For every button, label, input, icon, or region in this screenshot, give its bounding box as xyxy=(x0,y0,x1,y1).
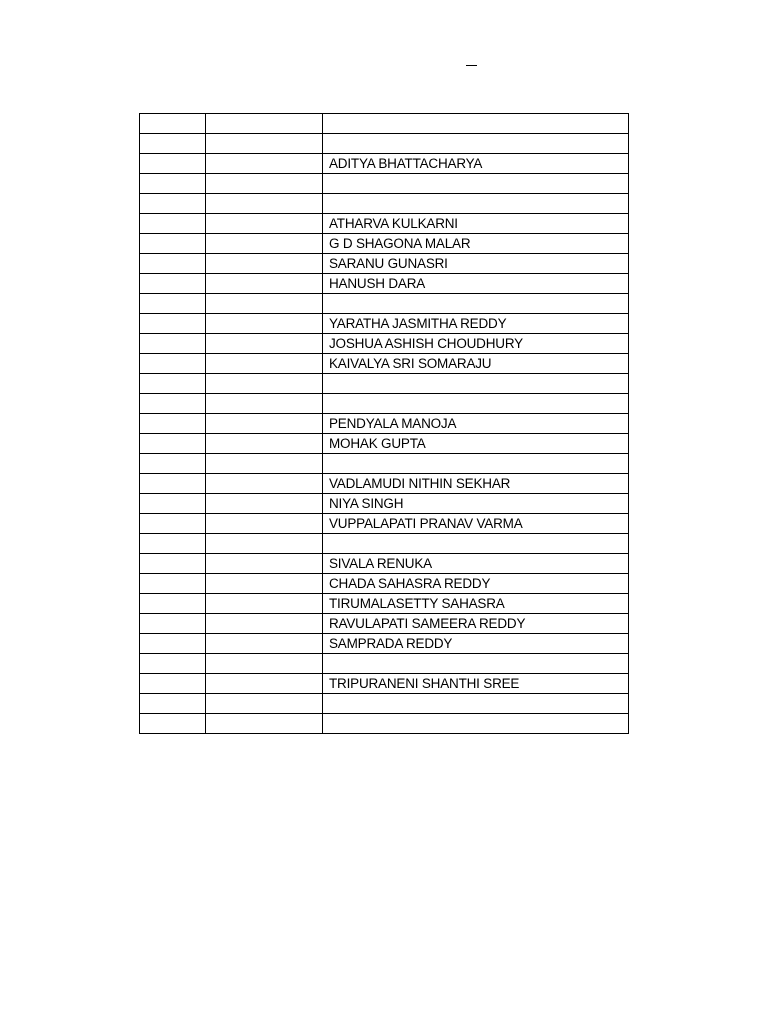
row-cell-student-name: SARANU GUNASRI xyxy=(323,254,629,274)
row-cell-student-name xyxy=(323,694,629,714)
row-cell-col2 xyxy=(206,234,323,254)
row-cell-col2 xyxy=(206,394,323,414)
row-cell-student-name: SIVALA RENUKA xyxy=(323,554,629,574)
row-cell-col2 xyxy=(206,114,323,134)
row-cell-col1 xyxy=(140,714,206,734)
row-cell-col2 xyxy=(206,694,323,714)
row-cell-col2 xyxy=(206,634,323,654)
row-cell-col2 xyxy=(206,454,323,474)
row-cell-col1 xyxy=(140,154,206,174)
row-cell-col2 xyxy=(206,214,323,234)
table-row xyxy=(140,334,629,354)
row-cell-student-name xyxy=(323,454,629,474)
row-cell-col1 xyxy=(140,574,206,594)
row-cell-col1 xyxy=(140,314,206,334)
row-cell-col2 xyxy=(206,594,323,614)
row-cell-col2 xyxy=(206,154,323,174)
row-cell-col2 xyxy=(206,334,323,354)
row-cell-col1 xyxy=(140,374,206,394)
table-row xyxy=(140,674,629,694)
row-cell-student-name: ATHARVA KULKARNI xyxy=(323,214,629,234)
row-cell-student-name xyxy=(323,714,629,734)
row-cell-col2 xyxy=(206,474,323,494)
table-row xyxy=(140,134,629,154)
table-row xyxy=(140,234,629,254)
row-cell-student-name xyxy=(323,174,629,194)
row-cell-col2 xyxy=(206,374,323,394)
row-cell-col1 xyxy=(140,694,206,714)
table-row xyxy=(140,494,629,514)
row-cell-col1 xyxy=(140,294,206,314)
row-cell-student-name: MOHAK GUPTA xyxy=(323,434,629,454)
row-cell-col1 xyxy=(140,634,206,654)
table-row xyxy=(140,354,629,374)
row-cell-col1 xyxy=(140,594,206,614)
row-cell-col1 xyxy=(140,134,206,154)
table-row xyxy=(140,154,629,174)
header-dash-mark xyxy=(466,65,477,66)
row-cell-col2 xyxy=(206,194,323,214)
table-row xyxy=(140,454,629,474)
row-cell-student-name: KAIVALYA SRI SOMARAJU xyxy=(323,354,629,374)
table-row xyxy=(140,274,629,294)
row-cell-student-name: JOSHUA ASHISH CHOUDHURY xyxy=(323,334,629,354)
row-cell-col1 xyxy=(140,554,206,574)
row-cell-col2 xyxy=(206,554,323,574)
row-cell-col1 xyxy=(140,334,206,354)
table-row xyxy=(140,194,629,214)
row-cell-student-name xyxy=(323,134,629,154)
row-cell-student-name: VADLAMUDI NITHIN SEKHAR xyxy=(323,474,629,494)
row-cell-col1 xyxy=(140,674,206,694)
table-row xyxy=(140,314,629,334)
row-cell-student-name xyxy=(323,534,629,554)
row-cell-col2 xyxy=(206,434,323,454)
row-cell-student-name: ADITYA BHATTACHARYA xyxy=(323,154,629,174)
row-cell-col1 xyxy=(140,614,206,634)
table-row xyxy=(140,574,629,594)
table-row xyxy=(140,294,629,314)
row-cell-student-name: G D SHAGONA MALAR xyxy=(323,234,629,254)
row-cell-col2 xyxy=(206,534,323,554)
row-cell-col1 xyxy=(140,234,206,254)
table-row xyxy=(140,714,629,734)
row-cell-student-name: TIRUMALASETTY SAHASRA xyxy=(323,594,629,614)
row-cell-col1 xyxy=(140,394,206,414)
table-row xyxy=(140,414,629,434)
row-cell-col1 xyxy=(140,274,206,294)
row-cell-col1 xyxy=(140,354,206,374)
table-row xyxy=(140,214,629,234)
row-cell-student-name xyxy=(323,194,629,214)
table-row xyxy=(140,534,629,554)
table-row xyxy=(140,634,629,654)
table-row xyxy=(140,654,629,674)
row-cell-col2 xyxy=(206,674,323,694)
table-row xyxy=(140,694,629,714)
row-cell-col2 xyxy=(206,514,323,534)
table-row xyxy=(140,434,629,454)
row-cell-col1 xyxy=(140,534,206,554)
table-row xyxy=(140,514,629,534)
row-cell-col2 xyxy=(206,134,323,154)
row-cell-col2 xyxy=(206,354,323,374)
table-row xyxy=(140,254,629,274)
row-cell-col1 xyxy=(140,654,206,674)
table-row xyxy=(140,374,629,394)
table-row xyxy=(140,174,629,194)
row-cell-col2 xyxy=(206,174,323,194)
row-cell-student-name xyxy=(323,294,629,314)
row-cell-col1 xyxy=(140,454,206,474)
row-cell-student-name xyxy=(323,394,629,414)
row-cell-student-name: NIYA SINGH xyxy=(323,494,629,514)
row-cell-col1 xyxy=(140,254,206,274)
row-cell-student-name: PENDYALA MANOJA xyxy=(323,414,629,434)
row-cell-col2 xyxy=(206,574,323,594)
row-cell-student-name xyxy=(323,374,629,394)
row-cell-col2 xyxy=(206,654,323,674)
table-row xyxy=(140,114,629,134)
row-cell-student-name xyxy=(323,654,629,674)
row-cell-student-name: CHADA SAHASRA REDDY xyxy=(323,574,629,594)
table-row xyxy=(140,554,629,574)
row-cell-col2 xyxy=(206,494,323,514)
row-cell-student-name xyxy=(323,114,629,134)
table-row xyxy=(140,394,629,414)
roster-table-body xyxy=(140,114,629,734)
row-cell-col1 xyxy=(140,474,206,494)
row-cell-col1 xyxy=(140,194,206,214)
row-cell-col2 xyxy=(206,294,323,314)
row-cell-col1 xyxy=(140,494,206,514)
row-cell-student-name: HANUSH DARA xyxy=(323,274,629,294)
row-cell-col1 xyxy=(140,214,206,234)
row-cell-col2 xyxy=(206,414,323,434)
row-cell-student-name: YARATHA JASMITHA REDDY xyxy=(323,314,629,334)
table-row xyxy=(140,594,629,614)
row-cell-student-name: SAMPRADA REDDY xyxy=(323,634,629,654)
row-cell-col1 xyxy=(140,434,206,454)
row-cell-col1 xyxy=(140,174,206,194)
student-roster-table xyxy=(139,113,629,734)
row-cell-col2 xyxy=(206,274,323,294)
row-cell-student-name: RAVULAPATI SAMEERA REDDY xyxy=(323,614,629,634)
row-cell-col1 xyxy=(140,114,206,134)
table-row xyxy=(140,474,629,494)
row-cell-col2 xyxy=(206,314,323,334)
row-cell-student-name: VUPPALAPATI PRANAV VARMA xyxy=(323,514,629,534)
row-cell-col1 xyxy=(140,414,206,434)
row-cell-student-name: TRIPURANENI SHANTHI SREE xyxy=(323,674,629,694)
row-cell-col1 xyxy=(140,514,206,534)
row-cell-col2 xyxy=(206,714,323,734)
row-cell-col2 xyxy=(206,614,323,634)
row-cell-col2 xyxy=(206,254,323,274)
table-row xyxy=(140,614,629,634)
